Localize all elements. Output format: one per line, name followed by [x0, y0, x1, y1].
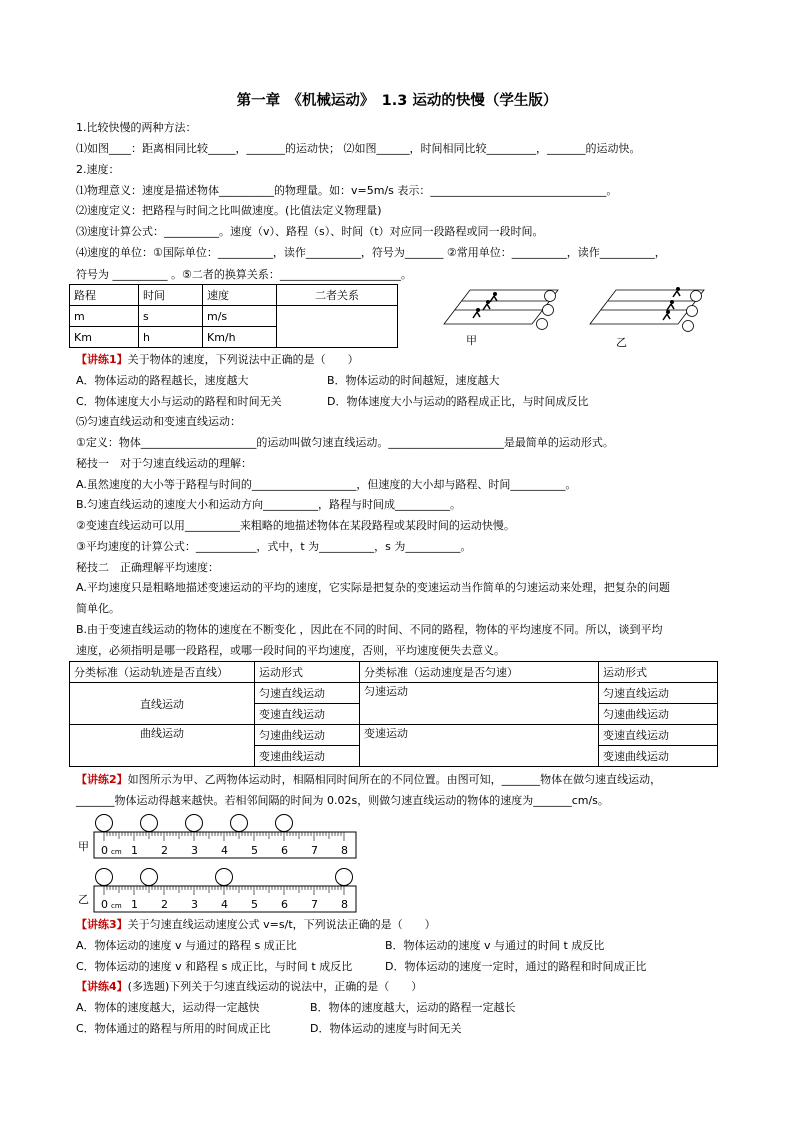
runners-figure — [440, 284, 720, 350]
tip-2-b: B.由于变速直线运动的物体的速度在不断变化 ，因此在不同的时间、不同的路程，物体的平均速度不同。所以，谈到平均 — [76, 623, 663, 636]
choice: C．物体速度大小与运动的路程和时间无关 — [76, 395, 282, 408]
exercise-label: 【讲练1】 — [76, 353, 128, 366]
tip-1-b: B.匀速直线运动的速度大小和运动方向__________，路程与时间成__________。 — [76, 498, 462, 511]
ruler-jia-tick-label: 8 — [341, 844, 348, 857]
class-form: 变速曲线运动 — [599, 746, 718, 767]
ruler-yi-tick-label: 5 — [251, 898, 258, 911]
ruler-jia-tick-label: 2 — [161, 844, 168, 857]
ruler-yi-tick-label: 7 — [311, 898, 318, 911]
ruler-jia-tick-label: 6 — [281, 844, 288, 857]
speed-formula: ⑶速度计算公式：__________。速度（v）、路程（s）、时间（t）对应同一段路程或同一段时间。 — [76, 225, 544, 238]
class-straight: 直线运动 — [70, 683, 255, 725]
tip-2-heading: 秘技二 正确理解平均速度： — [76, 561, 219, 574]
class-header: 运动形式 — [255, 662, 360, 683]
choice: D．物体运动的速度一定时，通过的路程和时间成正比 — [385, 960, 647, 973]
unit-cell: s — [139, 306, 203, 327]
unit-cell: h — [139, 327, 203, 348]
class-form: 变速直线运动 — [599, 725, 718, 746]
tip-1-heading: 秘技一 对于匀速直线运动的理解： — [76, 457, 252, 470]
exercise-question: (多选题)下列关于匀速直线运动的说法中，正确的是（ ） — [127, 980, 423, 993]
ruler-jia-unit: cm — [111, 848, 122, 856]
class-header: 分类标准（运动轨迹是否直线） — [70, 662, 255, 683]
ruler-jia-ball — [186, 815, 203, 832]
tip-2-b-cont: 速度，必须指明是哪一段路程，或哪一段时间的平均速度，否则，平均速度便失去意义。 — [76, 644, 505, 657]
ruler-jia-tick-label: 5 — [251, 844, 258, 857]
unit-header-speed: 速度 — [203, 285, 277, 306]
choice: D．物体运动的速度与时间无关 — [310, 1022, 462, 1035]
exercise-label: 【讲练4】 — [76, 980, 128, 993]
class-header: 分类标准（运动速度是否匀速） — [360, 662, 599, 683]
ruler-label-jia: 甲 — [78, 840, 89, 853]
figure-label-jia: 甲 — [466, 334, 477, 347]
speed-units: ⑷速度的单位：①国际单位：__________，读作__________，符号为_______ ②常用单位：__________，读作__________， — [76, 246, 666, 259]
tip-2-a: A.平均速度只是粗略地描述变速运动的平均的速度，它实际是把复杂的变速运动当作简单的匀速运动来处理，把复杂的问题 — [76, 581, 670, 594]
ruler-yi-ball — [96, 869, 113, 886]
tip-1-a: A.虽然速度的大小等于路程与时间的___________________，但速度的大小却与路程、时间__________。 — [76, 478, 577, 491]
exercise-question: 关于物体的速度，下列说法中正确的是（ ） — [127, 353, 359, 366]
ruler-yi-ball — [141, 869, 158, 886]
choice: A．物体的速度越大，运动得一定越快 — [76, 1001, 260, 1014]
unit-cell: m — [70, 306, 139, 327]
section-speed: 2.速度： — [76, 163, 120, 176]
ruler-yi-tick-label: 0 — [101, 898, 108, 911]
ruler-yi-tick-label: 2 — [161, 898, 168, 911]
class-form: 匀速曲线运动 — [255, 725, 360, 746]
exercise-1 — [76, 352, 359, 368]
ruler-yi-tick-label: 4 — [221, 898, 228, 911]
class-curved: 曲线运动 — [70, 725, 255, 767]
class-form: 变速曲线运动 — [255, 746, 360, 767]
choice: A．物体运动的速度 v 与通过的路程 s 成正比 — [76, 939, 297, 952]
exercise-question: 关于匀速直线运动速度公式 v=s/t，下列说法正确的是（ ） — [127, 918, 436, 931]
uniform-motion-definition: ①定义：物体_____________________的运动叫做匀速直线运动。_____________________是最简单的运动形式。 — [76, 436, 614, 449]
ruler-jia-tick-label: 4 — [221, 844, 228, 857]
class-form: 匀速直线运动 — [255, 683, 360, 704]
class-header: 运动形式 — [599, 662, 718, 683]
page-title: 第一章 《机械运动》 1.3 运动的快慢（学生版） — [236, 93, 558, 109]
exercise-2 — [76, 772, 661, 788]
ruler-yi-tick-label: 8 — [341, 898, 348, 911]
ruler-yi-tick-label: 1 — [131, 898, 138, 911]
unit-conversion: 符号为 __________ 。⑤二者的换算关系：______________________。 — [76, 268, 412, 281]
ruler-yi-unit: cm — [111, 902, 122, 910]
ruler-yi-tick-label: 3 — [191, 898, 198, 911]
choice: C．物体通过的路程与所用的时间成正比 — [76, 1022, 271, 1035]
ruler-yi — [92, 866, 362, 914]
choice: A．物体运动的路程越长，速度越大 — [76, 374, 249, 387]
ruler-jia-ball — [276, 815, 293, 832]
choice: B．物体的速度越大，运动的路程一定越长 — [310, 1001, 516, 1014]
ruler-jia-tick-label: 3 — [191, 844, 198, 857]
speed-meaning: ⑴物理意义：速度是描述物体__________的物理量。如：v=5m/s 表示：________________________________。 — [76, 184, 618, 197]
choice: B．物体运动的速度 v 与通过的时间 t 成反比 — [385, 939, 605, 952]
ruler-jia-ball — [231, 815, 248, 832]
choice: B．物体运动的时间越短，速度越大 — [327, 374, 500, 387]
exercise-2-cont: _______物体运动得越来越快。若相邻间隔的时间为 0.02s，则做匀速直线运动的物体的速度为_______cm/s。 — [76, 794, 609, 807]
uniform-motion-heading: ⑸匀速直线运动和变速直线运动： — [76, 415, 241, 428]
ruler-yi-ball — [336, 869, 353, 886]
class-form: 匀速直线运动 — [599, 683, 718, 704]
exercise-3 — [76, 917, 436, 933]
compare-methods: ⑴如图____：距离相同比较_____，_______的运动快； ⑵如图______，时间相同比较_________，_______的运动快。 — [76, 142, 641, 155]
unit-header-time: 时间 — [139, 285, 203, 306]
ruler-jia-tick-label: 0 — [101, 844, 108, 857]
class-variable: 变速运动 — [360, 725, 599, 767]
speed-definition: ⑵速度定义：把路程与时间之比叫做速度。(比值法定义物理量) — [76, 204, 382, 217]
classification-table — [69, 661, 718, 767]
unit-cell: Km/h — [203, 327, 277, 348]
ruler-jia-ball — [141, 815, 158, 832]
tip-2-a-cont: 简单化。 — [76, 602, 120, 615]
ruler-yi-tick-label: 6 — [281, 898, 288, 911]
ruler-jia-tick-label: 7 — [311, 844, 318, 857]
unit-cell: Km — [70, 327, 139, 348]
unit-relation-cell — [277, 306, 398, 348]
exercise-question: 如图所示为甲、乙两物体运动时，相隔相同时间所在的不同位置。由图可知，_______物体在做匀速直线运动， — [127, 773, 662, 786]
exercise-label: 【讲练3】 — [76, 918, 128, 931]
unit-header-relation: 二者关系 — [277, 285, 398, 306]
class-form: 变速直线运动 — [255, 704, 360, 725]
ruler-jia-ball — [96, 815, 113, 832]
exercise-label: 【讲练2】 — [76, 773, 128, 786]
section-compare: 1.比较快慢的两种方法： — [76, 121, 197, 134]
average-speed-formula: ③平均速度的计算公式：___________，式中，t 为__________，s 为__________。 — [76, 540, 472, 553]
ruler-jia — [92, 812, 362, 860]
ruler-label-yi: 乙 — [78, 893, 89, 906]
unit-table — [69, 284, 398, 348]
class-uniform: 匀速运动 — [360, 683, 599, 725]
choice: D．物体速度大小与运动的路程成正比，与时间成反比 — [327, 395, 589, 408]
class-form: 匀速曲线运动 — [599, 704, 718, 725]
unit-cell: m/s — [203, 306, 277, 327]
figure-label-yi: 乙 — [616, 336, 627, 349]
exercise-4 — [76, 979, 422, 995]
choice: C．物体运动的速度 v 和路程 s 成正比，与时间 t 成反比 — [76, 960, 353, 973]
variable-motion: ②变速直线运动可以用__________来粗略的地描述物体在某段路程或某段时间的运动快慢。 — [76, 519, 515, 532]
unit-header-distance: 路程 — [70, 285, 139, 306]
ruler-jia-tick-label: 1 — [131, 844, 138, 857]
ruler-yi-ball — [216, 869, 233, 886]
